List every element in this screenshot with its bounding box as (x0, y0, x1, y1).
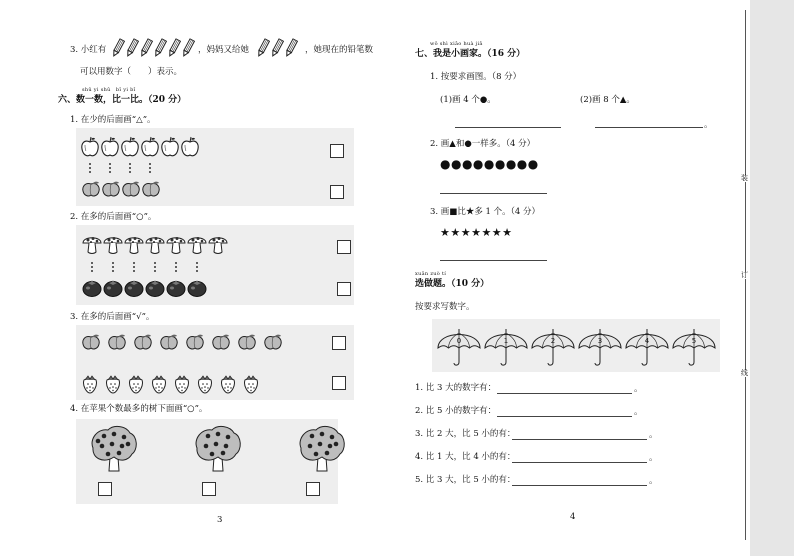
connector-dot (89, 163, 91, 165)
apple-tree-icon (296, 424, 348, 479)
umbrella-icon (436, 324, 482, 371)
strawberry-icon (149, 374, 169, 397)
connector-dot (133, 266, 135, 268)
svg-text:5: 5 (691, 337, 697, 345)
peach-icon (158, 333, 180, 354)
tomato-icon (166, 279, 186, 300)
umbrella-icon (671, 324, 717, 371)
mushroom-icon (166, 233, 186, 258)
connector-dot (89, 171, 91, 173)
strawberry-icon (126, 374, 146, 397)
peach-icon (236, 333, 258, 354)
connector-dot (154, 262, 156, 264)
svg-text:3: 3 (597, 337, 603, 345)
sec8-instruction: 按要求写数字。 (415, 302, 475, 312)
answer-line-p2[interactable] (440, 193, 547, 194)
q3-pencils-middle: ，妈妈又给她 (198, 45, 250, 55)
sec6-title: 六、数一数，比一比。（20 分） (58, 95, 187, 105)
peach-icon (262, 333, 284, 354)
sec7-title: 七、我是小画家。（16 分） (415, 49, 526, 59)
q2-text: 2. 在多的后面画“○”。 (70, 212, 157, 222)
pencil-icon (153, 38, 167, 61)
connector-dot (175, 270, 177, 272)
peach-icon (210, 333, 232, 354)
pencil-icon (139, 38, 153, 61)
q3-period: 。 (649, 430, 658, 440)
peach-icon (80, 180, 102, 201)
connector-dot (196, 262, 198, 264)
sec8-title: 选做题。（10 分） (415, 279, 490, 289)
connector-dot (91, 266, 93, 268)
connector-dot (149, 171, 151, 173)
apple-icon (180, 136, 200, 161)
answer-box-tree[interactable] (98, 482, 112, 496)
sec6-pinyin: shǔ yi shǔ bǐ yi bǐ (82, 87, 136, 93)
strawberry-icon (195, 374, 215, 397)
connector-dot (109, 167, 111, 169)
q4-period: 。 (649, 453, 658, 463)
q3-pencils-suffix: ，她现在的铅笔数 (305, 45, 374, 55)
umbrella-icon (483, 324, 529, 371)
answer-line-q2[interactable] (497, 416, 632, 417)
question-1: 1. 比 3 大的数字有： (415, 383, 497, 393)
strawberry-icon (218, 374, 238, 397)
mushroom-icon (187, 233, 207, 258)
svg-text:2: 2 (550, 337, 556, 345)
connector-dot (133, 262, 135, 264)
mushroom-icon (208, 233, 228, 258)
connector-dot (175, 266, 177, 268)
p1-b: (2)画 8 个▲。 (580, 95, 635, 105)
connector-dot (149, 163, 151, 165)
q2-period: 。 (634, 407, 643, 417)
connector-dot (196, 270, 198, 272)
q1-text: 1. 在少的后面画“△”。 (70, 115, 156, 125)
binding-strip (750, 0, 794, 556)
connector-dot (154, 266, 156, 268)
sec8-pinyin: xuǎn zuò tí (415, 271, 447, 277)
answer-box-tree[interactable] (202, 482, 216, 496)
question-2: 2. 比 5 小的数字有： (415, 406, 497, 416)
tomato-icon (82, 279, 102, 300)
connector-dot (91, 270, 93, 272)
connector-dot (109, 171, 111, 173)
strawberry-icon (80, 374, 100, 397)
answer-box-peaches-2[interactable] (332, 336, 346, 350)
q3-pencils-prefix: 3. 小红有 (70, 45, 107, 55)
p1-period: 。 (704, 120, 713, 130)
question-5: 5. 比 3 大，比 5 小的有： (415, 475, 516, 485)
umbrella-icon (530, 324, 576, 371)
peach-icon (140, 180, 162, 201)
p2-text: 2. 画▲和●一样多。（4 分） (430, 139, 536, 149)
pencil-icon (125, 38, 139, 61)
pencil-icon (256, 38, 270, 61)
p3-text: 3. 画■比★多 1 个。（4 分） (430, 207, 541, 217)
umbrella-icon (624, 324, 670, 371)
p1-text: 1. 按要求画图。（8 分） (430, 72, 522, 82)
tomato-icon (124, 279, 144, 300)
q1-period: 。 (634, 384, 643, 394)
pencil-icon (181, 38, 195, 61)
svg-text:1: 1 (503, 337, 509, 345)
answer-box-mushrooms[interactable] (337, 240, 351, 254)
answer-line-p3[interactable] (440, 260, 547, 261)
connector-dot (109, 163, 111, 165)
apple-icon (100, 136, 120, 161)
peach-icon (120, 180, 142, 201)
answer-box-tree[interactable] (306, 482, 320, 496)
apple-icon (160, 136, 180, 161)
peach-icon (80, 333, 102, 354)
svg-text:4: 4 (644, 337, 650, 345)
p1-a: (1)画 4 个●。 (440, 95, 496, 105)
binding-char-1: 装 (741, 174, 748, 182)
binding-char-2: 订 (741, 271, 748, 279)
p3-stars: ★★★★★★★ (440, 226, 513, 239)
connector-dot (129, 167, 131, 169)
apple-tree-icon (88, 424, 140, 479)
page-number-4: 4 (570, 512, 576, 522)
peach-icon (106, 333, 128, 354)
mushroom-icon (82, 233, 102, 258)
connector-dot (112, 270, 114, 272)
peach-icon (100, 180, 122, 201)
q3-pencils-line2: 可以用数字（ ）表示。 (80, 67, 183, 77)
question-4: 4. 比 1 大，比 4 小的有： (415, 452, 516, 462)
answer-box-peaches[interactable] (330, 185, 344, 199)
connector-dot (154, 270, 156, 272)
q4-text: 4. 在苹果个数最多的树下面画“○”。 (70, 404, 208, 414)
mushroom-icon (103, 233, 123, 258)
connector-dot (133, 270, 135, 272)
mushroom-icon (124, 233, 144, 258)
answer-line-q1[interactable] (497, 393, 632, 394)
tomato-icon (103, 279, 123, 300)
binding-char-3: 线 (741, 369, 748, 377)
strawberry-icon (103, 374, 123, 397)
strawberry-icon (241, 374, 261, 397)
connector-dot (112, 266, 114, 268)
tomato-icon (145, 279, 165, 300)
connector-dot (149, 167, 151, 169)
apple-icon (80, 136, 100, 161)
connector-dot (175, 262, 177, 264)
answer-box-apples[interactable] (330, 144, 344, 158)
peach-icon (184, 333, 206, 354)
answer-line-q5[interactable] (512, 485, 647, 486)
answer-line-q4[interactable] (512, 462, 647, 463)
umbrella-icon (577, 324, 623, 371)
strawberry-icon (172, 374, 192, 397)
peach-icon (132, 333, 154, 354)
answer-box-strawberries[interactable] (332, 376, 346, 390)
pencil-icon (167, 38, 181, 61)
connector-dot (196, 266, 198, 268)
answer-box-tomatoes[interactable] (337, 282, 351, 296)
q3-text: 3. 在多的后面画“√”。 (70, 312, 155, 322)
connector-dot (91, 262, 93, 264)
tomato-icon (187, 279, 207, 300)
apple-icon (120, 136, 140, 161)
answer-line-p1a[interactable] (455, 127, 561, 128)
answer-line-q3[interactable] (512, 439, 647, 440)
page-number-3: 3 (217, 515, 223, 525)
svg-text:0: 0 (456, 337, 462, 345)
apple-icon (140, 136, 160, 161)
connector-dot (129, 163, 131, 165)
mushroom-icon (145, 233, 165, 258)
pencil-icon (270, 38, 284, 61)
pencil-icon (284, 38, 298, 61)
q5-period: 。 (649, 476, 658, 486)
connector-dot (129, 171, 131, 173)
connector-dot (112, 262, 114, 264)
p2-circles: ●●●●●●●●● (440, 157, 539, 171)
sec7-pinyin: wǒ shì xiǎo huà jiā (430, 41, 483, 47)
apple-tree-icon (192, 424, 244, 479)
answer-line-p1b[interactable] (595, 127, 703, 128)
pencil-icon (111, 38, 125, 61)
question-3: 3. 比 2 大，比 5 小的有： (415, 429, 516, 439)
connector-dot (89, 167, 91, 169)
